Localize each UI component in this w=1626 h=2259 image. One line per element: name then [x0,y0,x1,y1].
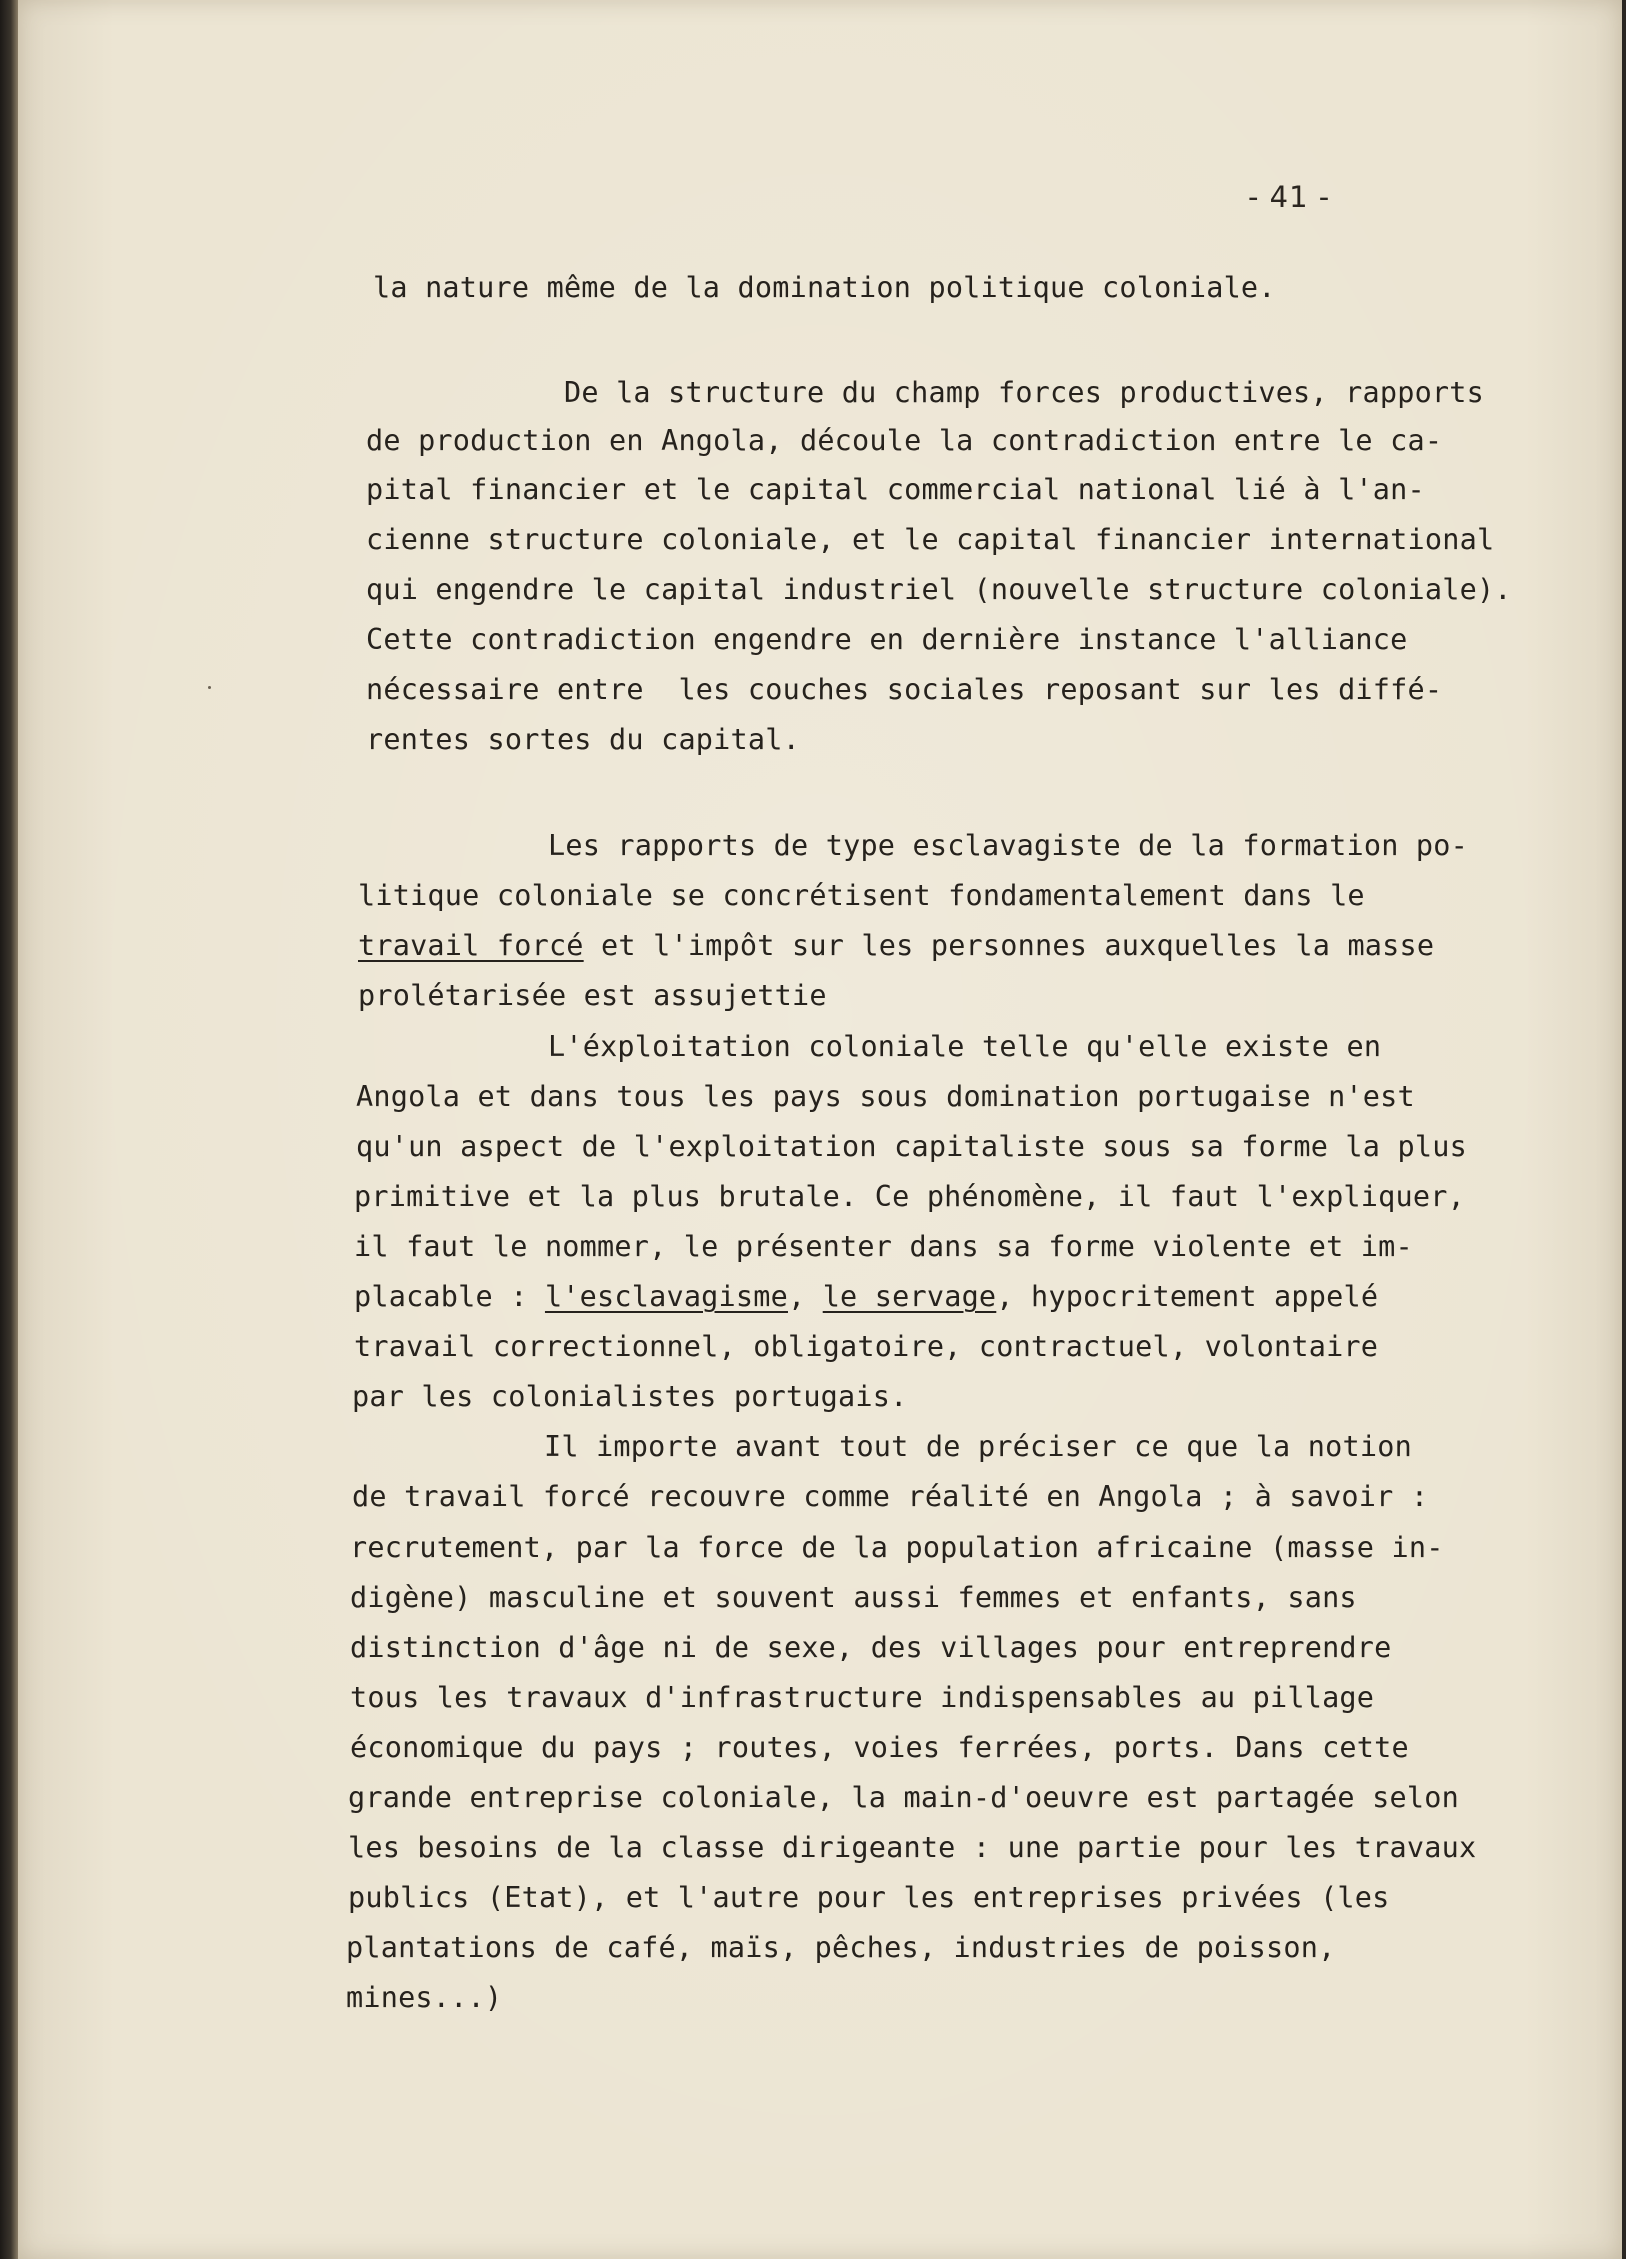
text-line: grande entreprise coloniale, la main-d'oeuvre est partagée selon [348,1781,1459,1814]
text-line: il faut le nommer, le présenter dans sa forme violente et im- [354,1230,1413,1263]
text-line: qui engendre le capital industriel (nouvelle structure coloniale). [366,573,1512,606]
text-line: de travail forcé recouvre comme réalité en Angola ; à savoir : [352,1480,1429,1513]
text-line-underlined [354,1280,1378,1313]
text-line: qu'un aspect de l'exploitation capitaliste sous sa forme la plus [356,1130,1467,1163]
text-line: la nature même de la domination politique coloniale. [373,271,1276,304]
typewritten-page [18,0,1622,2259]
scan-left-edge [0,0,18,2259]
text-line: L'éxploitation coloniale telle qu'elle existe en [548,1030,1382,1063]
text-line: par les colonialistes portugais. [352,1380,908,1413]
text-line: nécessaire entre les couches sociales reposant sur les diffé- [366,673,1443,706]
text-line: les besoins de la classe dirigeante : une partie pour les travaux [348,1831,1477,1864]
text-line-underlined [358,929,1434,962]
inline-text: et l'impôt sur les personnes auxquelles la masse [583,929,1435,962]
underlined-term: l'esclavagisme [544,1280,788,1313]
text-line: économique du pays ; routes, voies ferrées, ports. Dans cette [350,1731,1409,1764]
text-line: pital financier et le capital commercial national lié à l'an- [366,473,1425,506]
text-line: travail correctionnel, obligatoire, contractuel, volontaire [354,1330,1379,1363]
inline-text: , [787,1280,823,1313]
text-line: publics (Etat), et l'autre pour les entreprises privées (les [348,1881,1390,1914]
underlined-term: travail forcé [358,929,584,962]
text-line: distinction d'âge ni de sexe, des villages pour entreprendre [350,1631,1392,1664]
text-line: plantations de café, maïs, pêches, industries de poisson, [346,1931,1336,1964]
stray-ink-mark [208,686,211,689]
text-line: Les rapports de type esclavagiste de la formation po- [548,829,1468,862]
text-line: recrutement, par la force de la population africaine (masse in- [350,1531,1444,1564]
text-line: prolétarisée est assujettie [358,979,827,1012]
text-line: De la structure du champ forces productives, rapports [564,376,1484,409]
text-line: digène) masculine et souvent aussi femmes et enfants, sans [350,1581,1357,1614]
text-line: litique coloniale se concrétisent fondamentalement dans le [358,879,1365,912]
underlined-term: le servage [822,1280,997,1313]
text-line: rentes sortes du capital. [366,723,800,756]
text-line: mines...) [346,1981,503,2014]
text-line: de production en Angola, découle la contradiction entre le ca- [366,424,1443,457]
text-line: cienne structure coloniale, et le capital financier international [366,523,1495,556]
text-line: Il importe avant tout de préciser ce que la notion [544,1430,1412,1463]
text-line: tous les travaux d'infrastructure indispensables au pillage [350,1681,1375,1714]
text-line: Cette contradiction engendre en dernière instance l'alliance [366,623,1408,656]
inline-text: placable : [354,1280,545,1313]
page-number: - 41 - [1248,180,1331,214]
inline-text: , hypocritement appelé [996,1280,1379,1313]
text-line: Angola et dans tous les pays sous domination portugaise n'est [356,1080,1415,1113]
text-line: primitive et la plus brutale. Ce phénomène, il faut l'expliquer, [354,1180,1465,1213]
